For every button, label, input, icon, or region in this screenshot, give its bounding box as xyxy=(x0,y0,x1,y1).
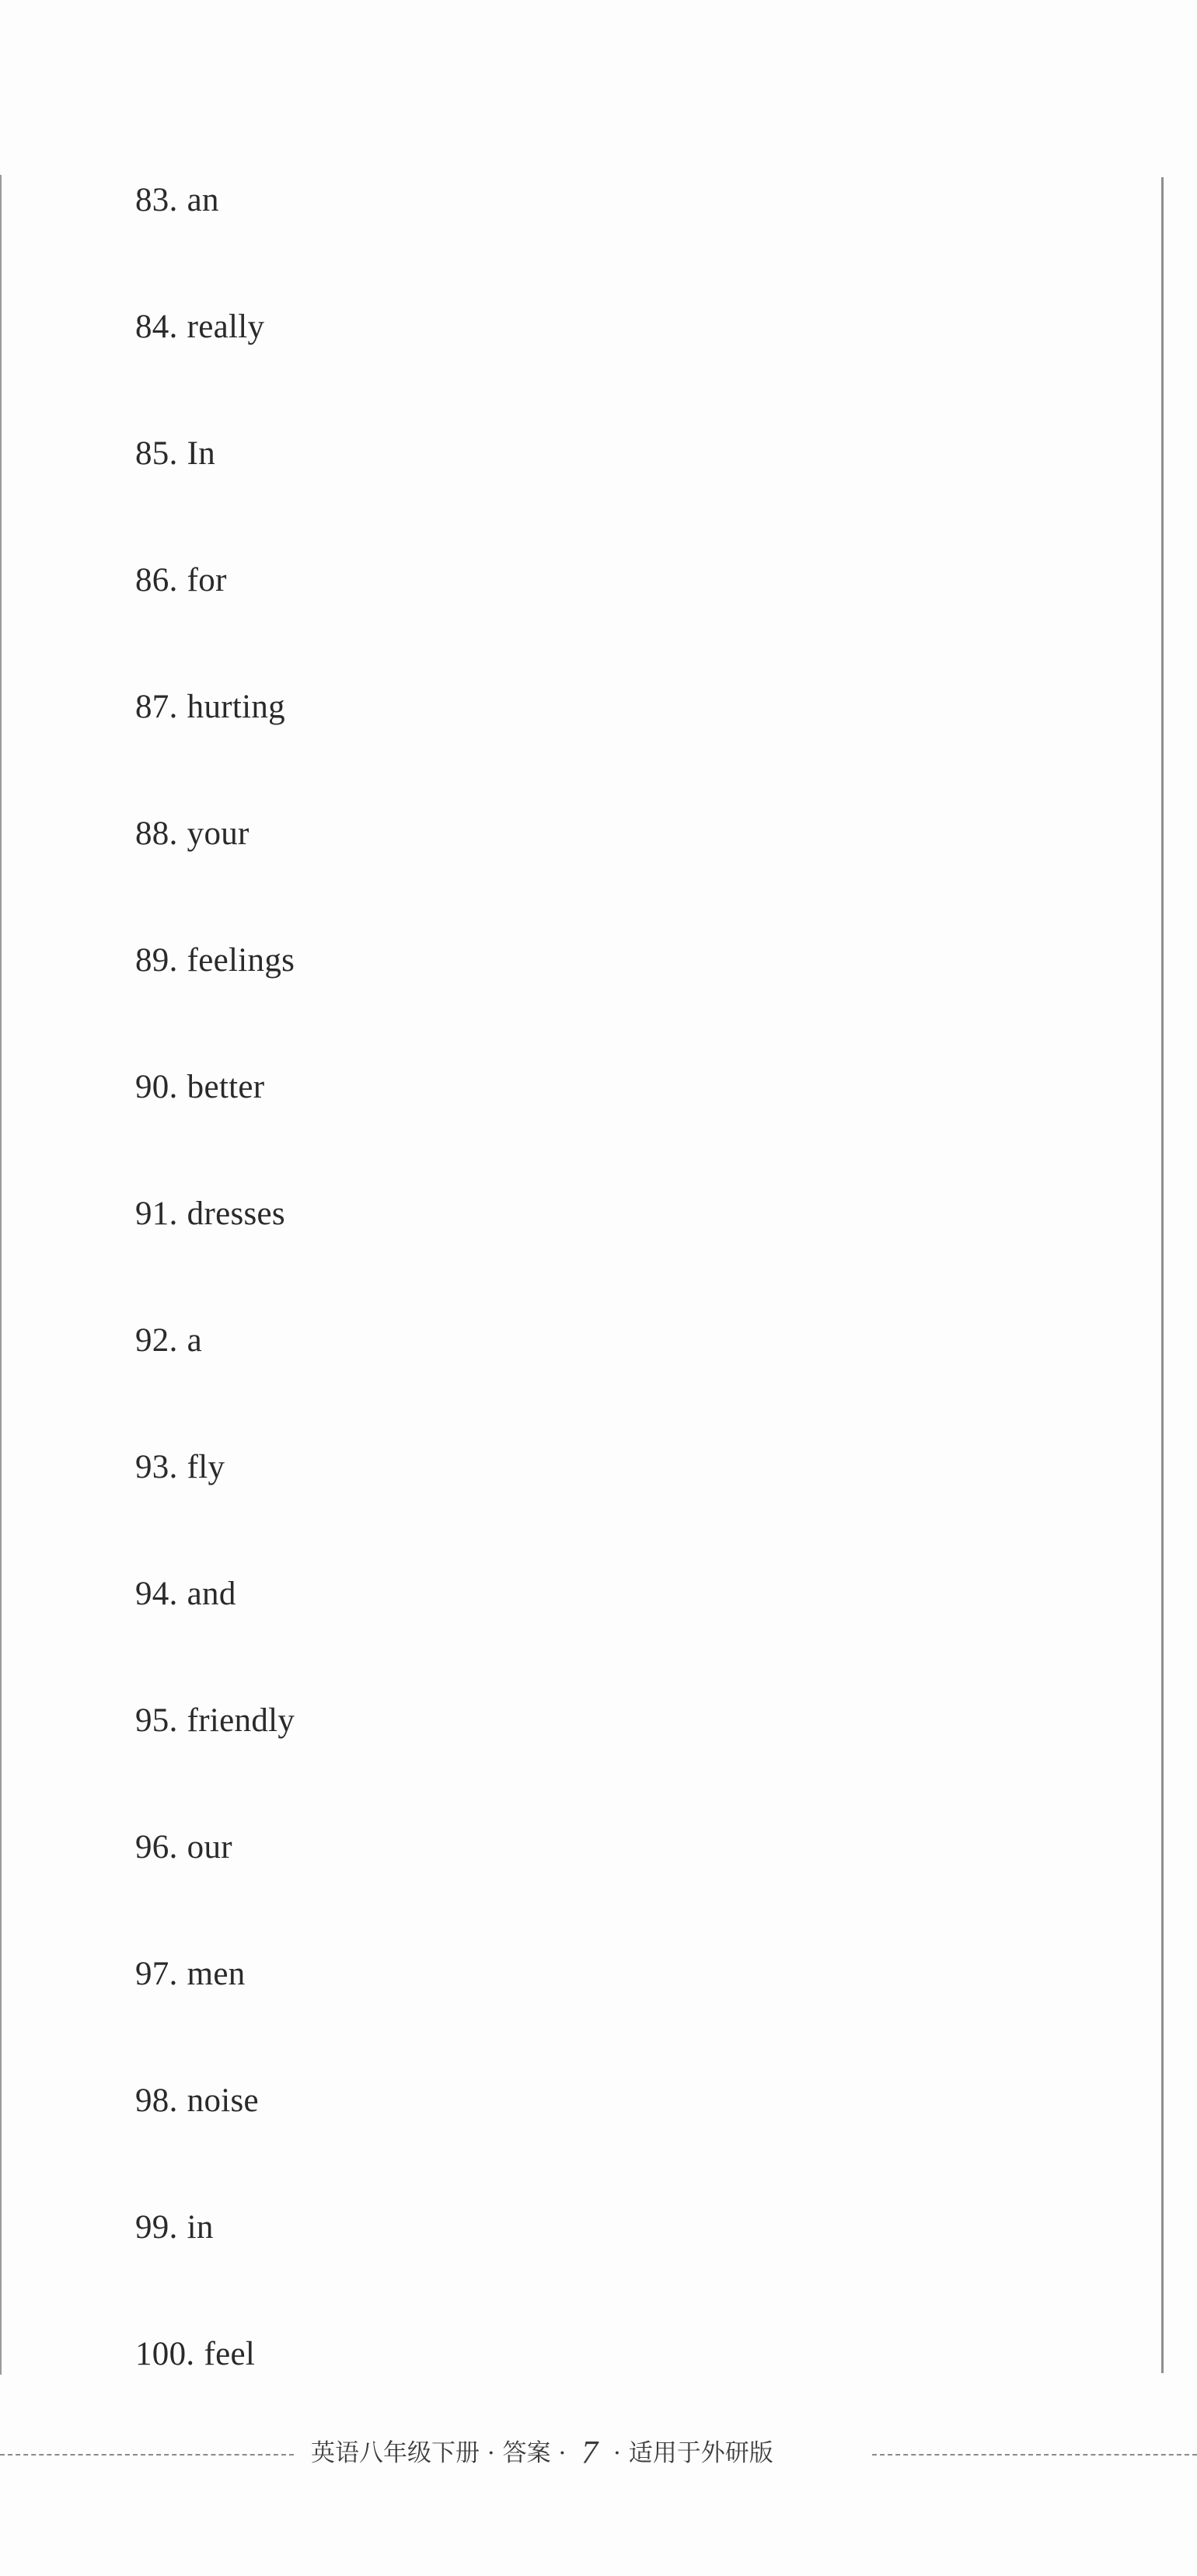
answer-word: your xyxy=(187,815,250,852)
footer-dashed-rule-left xyxy=(0,2454,294,2456)
answer-number: 87. xyxy=(135,689,178,725)
answer-item xyxy=(135,2334,255,2375)
answer-item xyxy=(135,814,250,854)
footer-separator-dot: · xyxy=(558,2439,567,2467)
answer-number: 88. xyxy=(135,815,178,852)
answer-number: 90. xyxy=(135,1069,178,1105)
answer-item xyxy=(135,1067,264,1108)
answer-item xyxy=(135,307,264,347)
left-border-line xyxy=(0,175,2,2375)
answer-item xyxy=(135,434,215,474)
page-number: 7 xyxy=(581,2435,598,2471)
answer-item xyxy=(135,2081,259,2121)
footer-separator-dot: · xyxy=(613,2439,621,2467)
right-border-line xyxy=(1161,177,1164,2373)
answer-number: 83. xyxy=(135,182,178,218)
answer-word: our xyxy=(187,1829,232,1866)
answer-number: 93. xyxy=(135,1449,178,1485)
answer-word: fly xyxy=(187,1449,225,1485)
answer-word: really xyxy=(187,309,265,345)
answer-item xyxy=(135,1194,285,1234)
answer-number: 96. xyxy=(135,1829,178,1866)
answer-number: 91. xyxy=(135,1196,178,1232)
answer-item xyxy=(135,1447,225,1488)
answer-word: for xyxy=(187,562,227,599)
answer-item xyxy=(135,180,219,221)
answer-number: 100. xyxy=(135,2336,195,2372)
answer-number: 86. xyxy=(135,562,178,599)
footer-caption xyxy=(311,2435,855,2471)
answer-number: 84. xyxy=(135,309,178,345)
answer-number: 95. xyxy=(135,1702,178,1739)
answer-number: 89. xyxy=(135,942,178,979)
footer-section: 答案 xyxy=(502,2439,551,2467)
footer-book-title: 英语八年级下册 xyxy=(311,2439,480,2467)
answer-item xyxy=(135,1321,202,1361)
answer-item xyxy=(135,560,227,601)
answer-word: feelings xyxy=(187,942,295,979)
answer-item xyxy=(135,1954,246,1995)
answer-item xyxy=(135,941,295,981)
answer-item xyxy=(135,1701,295,1741)
answer-word: hurting xyxy=(187,689,285,725)
answer-item xyxy=(135,687,285,728)
footer-separator-dot: · xyxy=(487,2439,495,2467)
footer-edition: 适用于外研版 xyxy=(628,2439,773,2467)
footer-dashed-rule-right xyxy=(872,2454,1197,2456)
answer-word: feel xyxy=(204,2336,256,2372)
answer-word: friendly xyxy=(187,1702,295,1739)
answer-number: 98. xyxy=(135,2082,178,2119)
answer-word: a xyxy=(187,1322,203,1359)
answer-word: and xyxy=(187,1576,236,1612)
answer-item xyxy=(135,1574,236,1614)
page-footer xyxy=(0,2431,1197,2478)
answer-word: In xyxy=(187,435,216,472)
answer-number: 97. xyxy=(135,1956,178,1992)
answer-word: dresses xyxy=(187,1196,285,1232)
answer-word: an xyxy=(187,182,219,218)
answer-word: better xyxy=(187,1069,265,1105)
answer-item xyxy=(135,2208,214,2248)
answer-number: 94. xyxy=(135,1576,178,1612)
answer-word: noise xyxy=(187,2082,259,2119)
answer-word: in xyxy=(187,2209,214,2246)
answer-number: 85. xyxy=(135,435,178,472)
answer-word: men xyxy=(187,1956,246,1992)
answer-number: 99. xyxy=(135,2209,178,2246)
answer-number: 92. xyxy=(135,1322,178,1359)
answer-item xyxy=(135,1827,232,1868)
